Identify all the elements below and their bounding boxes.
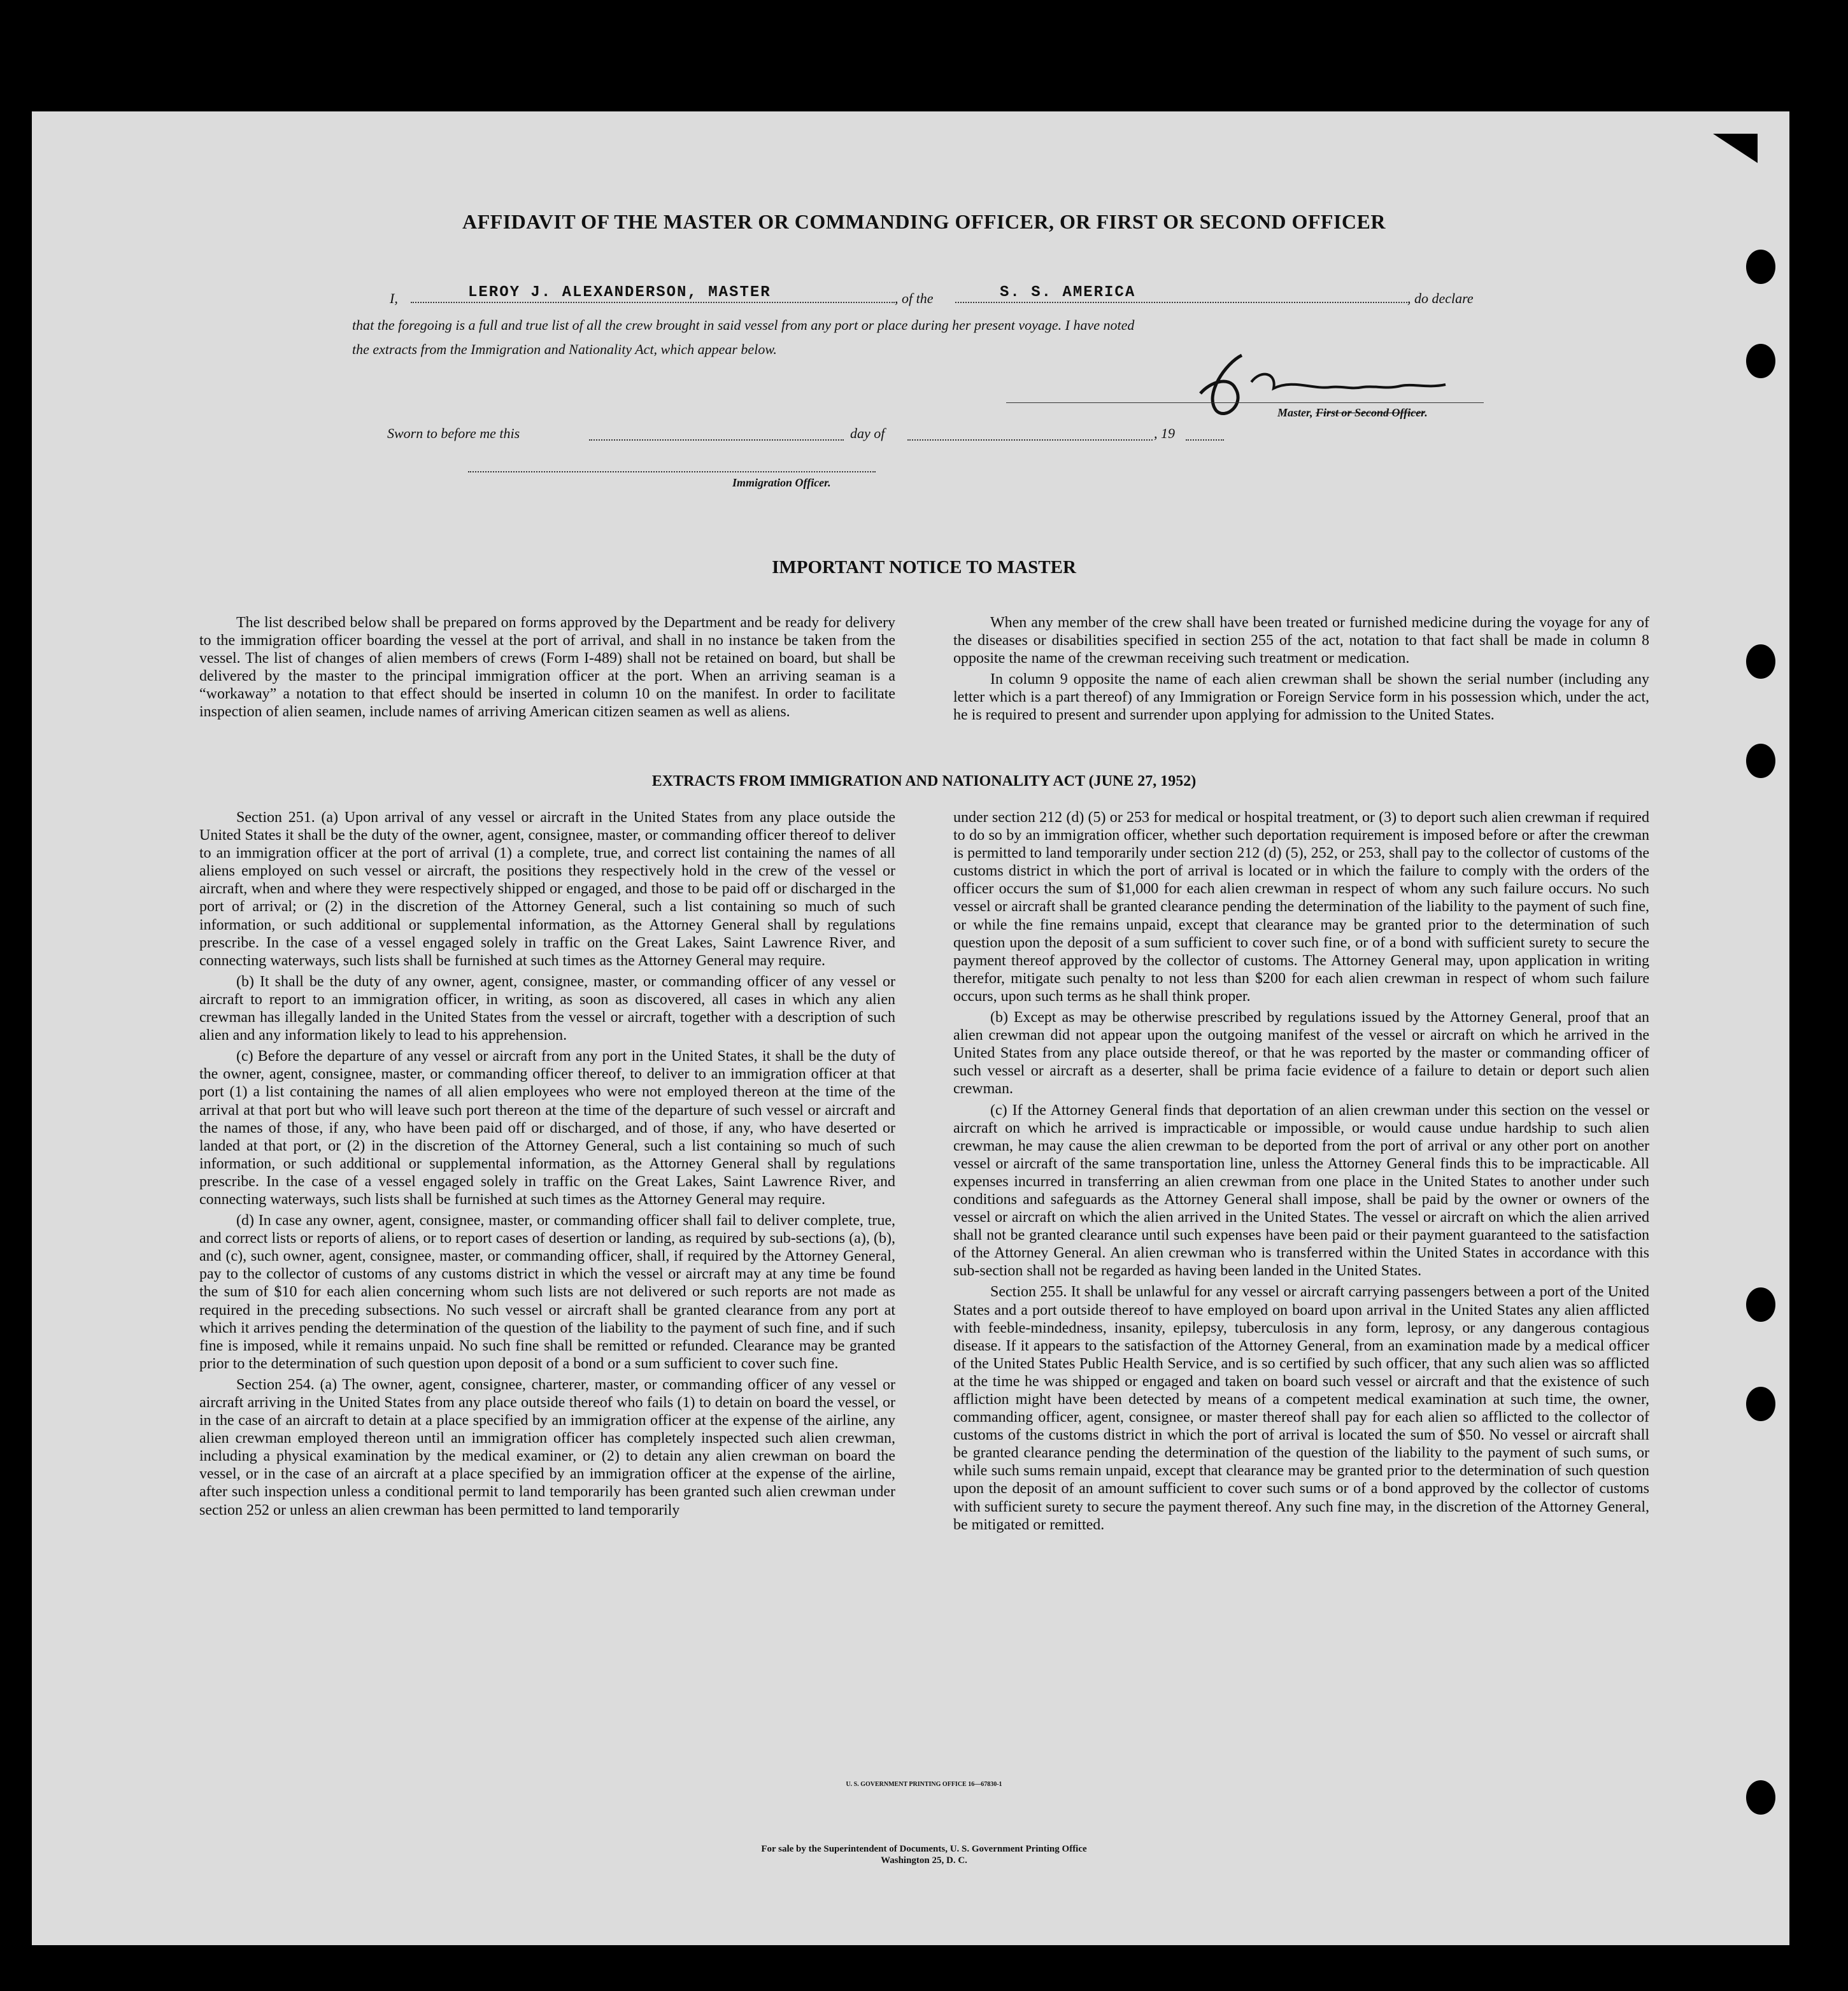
extracts-left-column xyxy=(199,809,895,1522)
notice-left-column xyxy=(199,614,895,725)
section-251-c: (c) Before the departure of any vessel or aircraft from any port in the United States, it shall be the duty of the owner, agent, consignee, master, or commanding officer thereof, to deliver to an immigration officer at that port (1) a list containing the names of all alien employees who were not employed thereon at the time of the arrival at that port but who will leave such port thereon at the time of the departure of such vessel or aircraft and the names of those, if any, who have been paid off or discharged, and of those, if any, who have deserted or landed at that port, or (2) in the discretion of the Attorney General, such a list containing so much of such information, or such additional or supplemental information, as the Attorney General shall by regulations prescribe. In the case of a vessel engaged solely in traffic on the Great Lakes, Saint Lawrence River, and connecting waterways, such lists shall be furnished at such times as the Attorney General may require. xyxy=(199,1048,895,1208)
notice-right-column xyxy=(953,614,1649,728)
signature-caption-struck: First or Second Officer xyxy=(1316,406,1425,419)
of-the-label: , of the xyxy=(895,290,934,306)
sale-line-1: For sale by the Superintendent of Documents, U. S. Government Printing Office xyxy=(761,1844,1087,1854)
vessel-name-line xyxy=(955,302,1407,303)
officer-signature-line xyxy=(468,471,876,472)
signature-caption xyxy=(1277,406,1428,420)
sale-notice xyxy=(0,1843,1848,1866)
sale-line-2: Washington 25, D. C. xyxy=(881,1855,967,1866)
punch-hole xyxy=(1746,644,1775,679)
signature-line xyxy=(1006,402,1484,403)
declaration-line-2: the extracts from the Immigration and Nationality Act, which appear below. xyxy=(352,341,777,357)
sworn-month-line xyxy=(907,439,1153,441)
extracts-right-column xyxy=(953,809,1649,1537)
notice-right-paragraph-2: In column 9 opposite the name of each alien crewman shall be shown the serial number (including any letter which is a part thereof) of any Immigration or Foreign Service form in his possession which, under the act, he is required to present and surrender upon applying for admission to the United States. xyxy=(953,671,1649,724)
section-251-b: (b) It shall be the duty of any owner, agent, consignee, master, or commanding officer of any vessel or aircraft to report to an immigration officer, in writing, as soon as discovered, all cases in which any alien crewman has illegally landed in the United States from the vessel or aircraft, together with a description of such alien and any information likely to lead to his apprehension. xyxy=(199,973,895,1044)
section-251-d: (d) In case any owner, agent, consignee, master, or commanding officer shall fail to deliver complete, true, and correct lists or reports of aliens, or to report cases of desertion or landing, as required by sub-sections (a), (b), and (c), such owner, agent, consignee, master, or commanding officer, shall, if required by the Attorney General, pay to the collector of customs of any customs district in which the vessel or aircraft may at any time be found the sum of $10 for each alien concerning whom such lists are not delivered or such reports are not made as required in the preceding subsections. No such vessel or aircraft shall be granted clearance from any port at which it arrives pending the determination of the question of the liability to the payment of such fine, and if such fine is imposed, while it remains unpaid. No such fine shall be remitted or refunded. Clearance may be granted prior to the determination of such question upon deposit of a bond or a sum sufficient to cover such fine. xyxy=(199,1212,895,1372)
declare-label: , do declare xyxy=(1407,290,1474,306)
punch-hole xyxy=(1746,1287,1775,1322)
sworn-day-line xyxy=(589,439,844,441)
i-label: I, xyxy=(390,290,398,306)
section-254-a-continued: under section 212 (d) (5) or 253 for medical or hospital treatment, or (3) to deport such alien crewman if required to do so by an immigration officer, whether such deportation requirement is imposed before or after the crewman is permitted to land temporarily under section 212 (d) (5), 252, or 253, shall pay to the collector of customs of the customs district in which the port of arrival is located or in which the failure to comply with the orders of the officer occurs the sum of $1,000 for each alien crewman in respect of whom any such failure occurs. No such vessel or aircraft shall be granted clearance pending the determination of the liability to the payment of such fine, or while the fine remains unpaid, except that clearance may be granted prior to the determination of such question upon the deposit of a sum sufficient to cover such fine, or of a bond with sufficient surety to secure the payment thereof approved by the collector of customs. The Attorney General may, upon application in writing therefor, mitigate such penalty to not less than $200 for each alien crewman in respect of whom such failure occurs, upon such terms as he shall think proper. xyxy=(953,809,1649,1005)
notice-left-paragraph: The list described below shall be prepared on forms approved by the Department and be ready for delivery to the immigration officer boarding the vessel at the port of arrival, and shall in no instance be taken from the vessel. The list of changes of alien members of crews (Form I-489) shall not be retained on board, but shall be delivered by the master to the principal immigration officer at the port. When an arriving seaman is a “workaway” a notation to that effect should be inserted in column 10 on the manifest. In order to facilitate inspection of alien seamen, include names of arriving American citizen seamen as well as aliens. xyxy=(199,614,895,721)
punch-hole xyxy=(1746,344,1775,378)
section-251-a: Section 251. (a) Upon arrival of any vessel or aircraft in the United States from any place outside the United States it shall be the duty of the owner, agent, consignee, master, or commanding officer thereof to deliver to an immigration officer at the port of arrival (1) a complete, true, and correct list containing the names of all aliens employed on such vessel or aircraft, the positions they respectively hold in the crew of the vessel or aircraft, when and where they were respectively shipped or engaged, and those to be paid off or discharged in the port of arrival; or (2) in the discretion of the Attorney General, such a list containing so much of such information, or such additional or supplemental information, as the Attorney General shall by regulations prescribe. In the case of a vessel engaged solely in traffic on the Great Lakes, Saint Lawrence River, and connecting waterways, such lists shall be furnished at such times as the Attorney General may require. xyxy=(199,809,895,969)
signature-caption-end: . xyxy=(1425,406,1428,419)
sworn-year-line xyxy=(1186,439,1224,441)
torn-corner xyxy=(1713,134,1758,163)
affidavit-title: AFFIDAVIT OF THE MASTER OR COMMANDING OFFICER, OR FIRST OR SECOND OFFICER xyxy=(462,210,1386,233)
section-254-b: (b) Except as may be otherwise prescribed by regulations issued by the Attorney General, proof that an alien crewman did not appear upon the outgoing manifest of the vessel or aircraft on which he arrived in the United States from any place outside thereof, or that he was reported by the master or commanding officer of such vessel or aircraft as a deserter, shall be prima facie evidence of a failure to detain or deport such alien crewman. xyxy=(953,1009,1649,1098)
notice-title: IMPORTANT NOTICE TO MASTER xyxy=(772,557,1076,577)
declaration-line-1: that the foregoing is a full and true list of all the crew brought in said vessel from any port or place during her present voyage. I have noted xyxy=(352,317,1135,333)
punch-hole xyxy=(1746,1387,1775,1421)
vessel-name: S. S. AMERICA xyxy=(1000,284,1136,301)
master-name: LEROY J. ALEXANDERSON, MASTER xyxy=(468,284,771,301)
section-255: Section 255. It shall be unlawful for any vessel or aircraft carrying passengers between a port of the United States and a port outside thereof to have employed on board upon arrival in the United States any alien afflicted with feeble-mindedness, insanity, epilepsy, tuberculosis in any form, leprosy, or any dangerous contagious disease. If it appears to the satisfaction of the Attorney General, from an examination made by a medical officer of the United States Public Health Service, and is so certified by such officer, that any such alien was so afflicted at the time he was shipped or engaged and taken on board such vessel or aircraft and that the existence of such affliction might have been detected by means of a competent medical examination at such time, the owner, commanding officer, agent, consignee, or master thereof shall pay for each alien so afflicted to the collector of customs of the customs district in which the port of arrival is located the sum of $50. No vessel or aircraft shall be granted clearance pending the determination of the question of the liability to the payment of such sums, or while such sums remain unpaid, except that clearance may be granted prior to the determination of such question upon the deposit of an amount sufficient to cover such sums or of a bond approved by the collector of customs with sufficient surety to secure the payment thereof. Any such fine may, in the discretion of the Attorney General, be mitigated or remitted. xyxy=(953,1284,1649,1533)
master-name-line xyxy=(411,302,895,303)
notice-right-paragraph-1: When any member of the crew shall have been treated or furnished medicine during the voyage for any of the diseases or disabilities specified in section 255 of the act, notation to that fact shall be made in column 8 opposite the name of the crewman receiving such treatment or medication. xyxy=(953,614,1649,667)
sworn-label: Sworn to before me this xyxy=(387,425,520,441)
punch-hole xyxy=(1746,250,1775,284)
printing-office-mark: U. S. GOVERNMENT PRINTING OFFICE 16—67830-1 xyxy=(846,1781,1002,1788)
section-254-c: (c) If the Attorney General finds that deportation of an alien crewman under this section on the vessel or aircraft on which he arrived is impracticable or impossible, or would cause undue hardship to such alien crewman, he may cause the alien crewman to be deported from the port of arrival or any other port on another vessel or aircraft of the same transportation line, unless the Attorney General finds this to be impracticable. All expenses incurred in transferring an alien crewman from one place in the United States to another under such conditions and safeguards as the Attorney General shall impose, shall be paid by the owner or owners of the vessel or aircraft on which the alien arrived in the United States. The vessel or aircraft on which the alien arrived shall not be granted clearance until such expenses have been paid or their payment guaranteed to the satisfaction of the Attorney General. An alien crewman who is transferred within the United States in accordance with this sub-section shall not be regarded as having been landed in the United States. xyxy=(953,1102,1649,1280)
immigration-officer-label: Immigration Officer. xyxy=(732,476,831,489)
section-254-a: Section 254. (a) The owner, agent, consignee, charterer, master, or commanding officer of any vessel or aircraft arriving in the United States from any place outside thereof who fails (1) to detain on board the vessel, or in the case of an aircraft to detain at a place specified by an immigration officer at the expense of the airline, any alien crewman employed thereon until an immigration officer has completely inspected such alien crewman, including a physical examination by the medical examiner, or (2) to detain any alien crewman on board the vessel, or in the case of an aircraft at a place specified by an immigration officer at the expense of the airline, after such inspection unless a conditional permit to land temporarily has been granted such alien crewman under section 252 or unless an alien crewman has been permitted to land temporarily xyxy=(199,1376,895,1519)
year-label: , 19 xyxy=(1154,425,1175,441)
signature-caption-master: Master, xyxy=(1277,406,1316,419)
extracts-title: EXTRACTS FROM IMMIGRATION AND NATIONALITY ACT (JUNE 27, 1952) xyxy=(651,773,1197,790)
day-of-label: day of xyxy=(850,425,885,441)
